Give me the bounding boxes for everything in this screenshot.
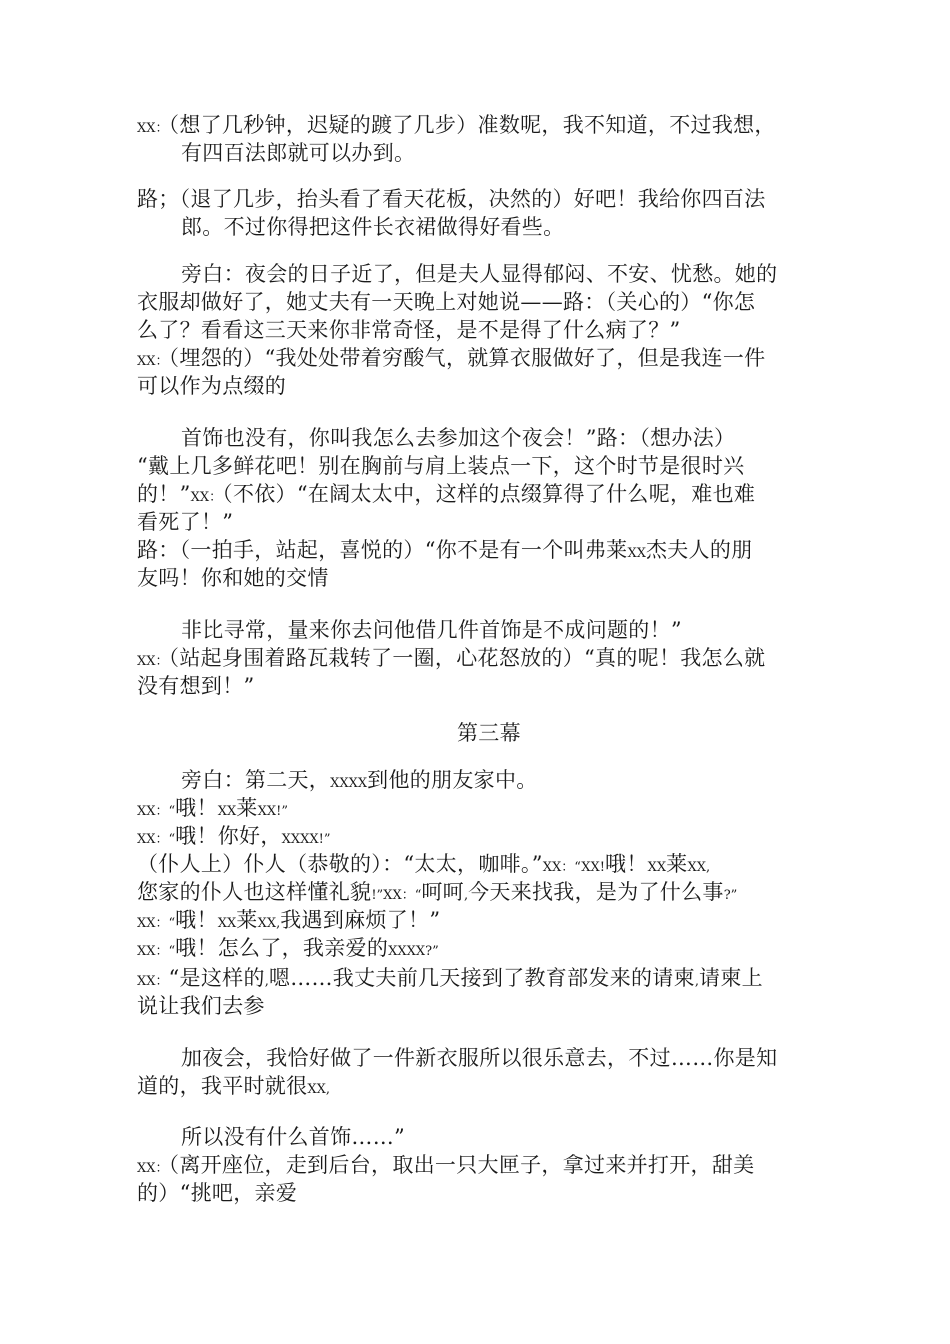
line-text: 呵呵 <box>421 880 464 904</box>
line-text: （站起身围着路瓦栽转了一圈，心花怒放的）“真的呢！我怎么就 <box>168 646 766 670</box>
line-text: 郎。不过你得把这件长衣裙做得好看些。 <box>181 215 565 239</box>
line-text: 哦！ <box>175 908 218 932</box>
name-abbrev: XX, <box>257 916 281 931</box>
line-28 <box>137 993 265 1019</box>
line-33 <box>137 1180 297 1206</box>
heading-text: 第三幕 <box>457 721 521 745</box>
line-text: 的！” <box>137 482 191 506</box>
line-31 <box>181 1124 405 1150</box>
line-text: 衣服却做好了，她丈夫有一天晚上对她说——路：（关心的）“你怎 <box>137 290 756 314</box>
line-text: 道的，我平时就很 <box>137 1074 308 1098</box>
line-text: 友吗！你和她的交情 <box>137 566 329 590</box>
line-26 <box>137 935 439 965</box>
line-text: 可以作为点缀的 <box>137 374 287 398</box>
line-21 <box>137 795 288 825</box>
line-text: （离开座位，走到后台，取出一只大匣子，拿过来并打开，甜美 <box>168 1153 755 1177</box>
line-7 <box>137 317 681 343</box>
line-text: 莱 <box>236 796 258 820</box>
line-22 <box>137 823 331 853</box>
line-8 <box>137 345 765 375</box>
name-abbrev: XX <box>217 916 237 931</box>
name-abbrev: XX <box>217 804 237 819</box>
speaker-abbrev: XX：“ <box>137 916 176 931</box>
punct: ?” <box>723 888 738 903</box>
line-text: 哦！你好， <box>175 824 282 848</box>
line-text: 哦！ <box>605 852 648 876</box>
line-text: 今天来找我，是为了什么事 <box>468 880 724 904</box>
line-text: 的）“挑吧，亲爱 <box>137 1181 298 1205</box>
line-text: 哦！怎么了，我亲爱的 <box>175 936 389 960</box>
line-13 <box>137 509 233 535</box>
line-9 <box>137 373 286 399</box>
speaker-abbrev: XX：“ <box>137 832 176 847</box>
line-5 <box>181 261 777 287</box>
line-text: 路：（一拍手，站起，喜悦的）“你不是有一个叫弗莱 <box>137 538 628 562</box>
line-27 <box>137 965 763 995</box>
punct: , <box>264 974 269 989</box>
line-text: 杰夫人的朋 <box>645 538 753 562</box>
speaker-abbrev: XX： <box>190 490 223 505</box>
line-25 <box>137 907 440 937</box>
line-18 <box>137 673 255 699</box>
name-abbrev: XX <box>647 860 667 875</box>
line-text: “戴上几多鲜花吧！别在胸前与肩上装点一下，这个时节是很时兴 <box>137 454 745 478</box>
speaker-abbrev: XX： <box>137 974 169 989</box>
line-14 <box>137 537 752 567</box>
line-text: 加夜会，我恰好做了一件新衣服所以很乐意去，不过……你是知 <box>181 1046 778 1070</box>
punct: , <box>694 974 700 989</box>
speaker-abbrev: !”XX：“ <box>371 888 422 903</box>
punct: , <box>463 888 469 903</box>
speaker-abbrev: XX：“ <box>137 944 176 959</box>
line-text: 路；（退了几步，抬头看了看天花板，决然的）好吧！我给你四百法 <box>137 187 766 211</box>
line-text: 莱 <box>666 852 688 876</box>
line-text: （不依）“在阔太太中，这样的点缀算得了什么呢，难也难 <box>222 482 756 506</box>
line-text: 旁白：夜会的日子近了，但是夫人显得郁闷、不安、忧愁。她的 <box>181 262 778 286</box>
line-text: 您家的仆人也这样懂礼貌 <box>137 880 372 904</box>
line-text: 莱 <box>236 908 258 932</box>
line-text: （埋怨的）“我处处带着穷酸气，就算衣服做好了，但是我连一件 <box>168 346 766 370</box>
name-abbrev: XXXX?” <box>388 944 439 959</box>
line-text: （想了几秒钟，迟疑的踱了几步）准数呢，我不知道，不过我想， <box>168 113 776 137</box>
speaker-abbrev: XX：“XX! <box>542 860 606 875</box>
line-text: 到他的朋友家中。 <box>367 768 538 792</box>
line-text: （仆人上）仆人（恭敬的）：“太太，咖啡。” <box>137 852 543 876</box>
name-abbrev: XX <box>627 546 646 561</box>
line-text: 说让我们去参 <box>137 994 265 1018</box>
line-text: 我遇到麻烦了！” <box>280 908 441 932</box>
line-text: 哦！ <box>175 796 218 820</box>
line-text: “是这样的 <box>168 966 265 990</box>
line-29 <box>181 1045 777 1071</box>
line-1 <box>137 112 776 142</box>
line-16 <box>181 617 682 643</box>
line-10 <box>181 425 735 451</box>
line-11 <box>137 453 744 479</box>
line-4 <box>181 214 564 240</box>
name-abbrev: XXXX <box>330 776 368 791</box>
line-text: 所以没有什么首饰……” <box>181 1125 406 1149</box>
line-17 <box>137 645 765 675</box>
speaker-abbrev: XX：“ <box>137 804 176 819</box>
line-text: 么了？看看这三天来你非常奇怪，是不是得了什么病了？” <box>137 318 681 342</box>
line-3 <box>137 186 766 212</box>
speaker-abbrev: XX： <box>137 354 169 369</box>
line-text: 请柬上 <box>699 966 763 990</box>
line-15 <box>137 565 329 591</box>
line-32 <box>137 1152 754 1182</box>
speaker-abbrev: XX： <box>137 654 169 669</box>
name-abbrev: XX, <box>687 860 711 875</box>
name-abbrev: XX!” <box>257 804 288 819</box>
name-abbrev: XX, <box>307 1082 331 1097</box>
line-2 <box>181 140 415 166</box>
line-6 <box>137 289 755 315</box>
line-text: 嗯……我丈夫前几天接到了教育部发来的请柬 <box>268 966 695 990</box>
speaker-abbrev: XX： <box>137 1161 169 1176</box>
speaker-abbrev: XX： <box>137 121 169 136</box>
line-23 <box>137 851 710 881</box>
line-text: 旁白：第二天， <box>181 768 331 792</box>
line-text: 没有想到！” <box>137 674 255 698</box>
line-text: 有四百法郎就可以办到。 <box>181 141 416 165</box>
line-12 <box>137 481 755 511</box>
line-30 <box>137 1073 330 1103</box>
name-abbrev: XXXX!” <box>281 832 331 847</box>
line-20 <box>181 767 538 797</box>
line-text: 看死了！” <box>137 510 234 534</box>
line-text: 非比寻常，量来你去问他借几件首饰是不成问题的！” <box>181 618 682 642</box>
line-24 <box>137 879 737 909</box>
act-heading <box>457 720 521 746</box>
line-text: 首饰也没有，你叫我怎么去参加这个夜会！”路：（想办法） <box>181 426 736 450</box>
